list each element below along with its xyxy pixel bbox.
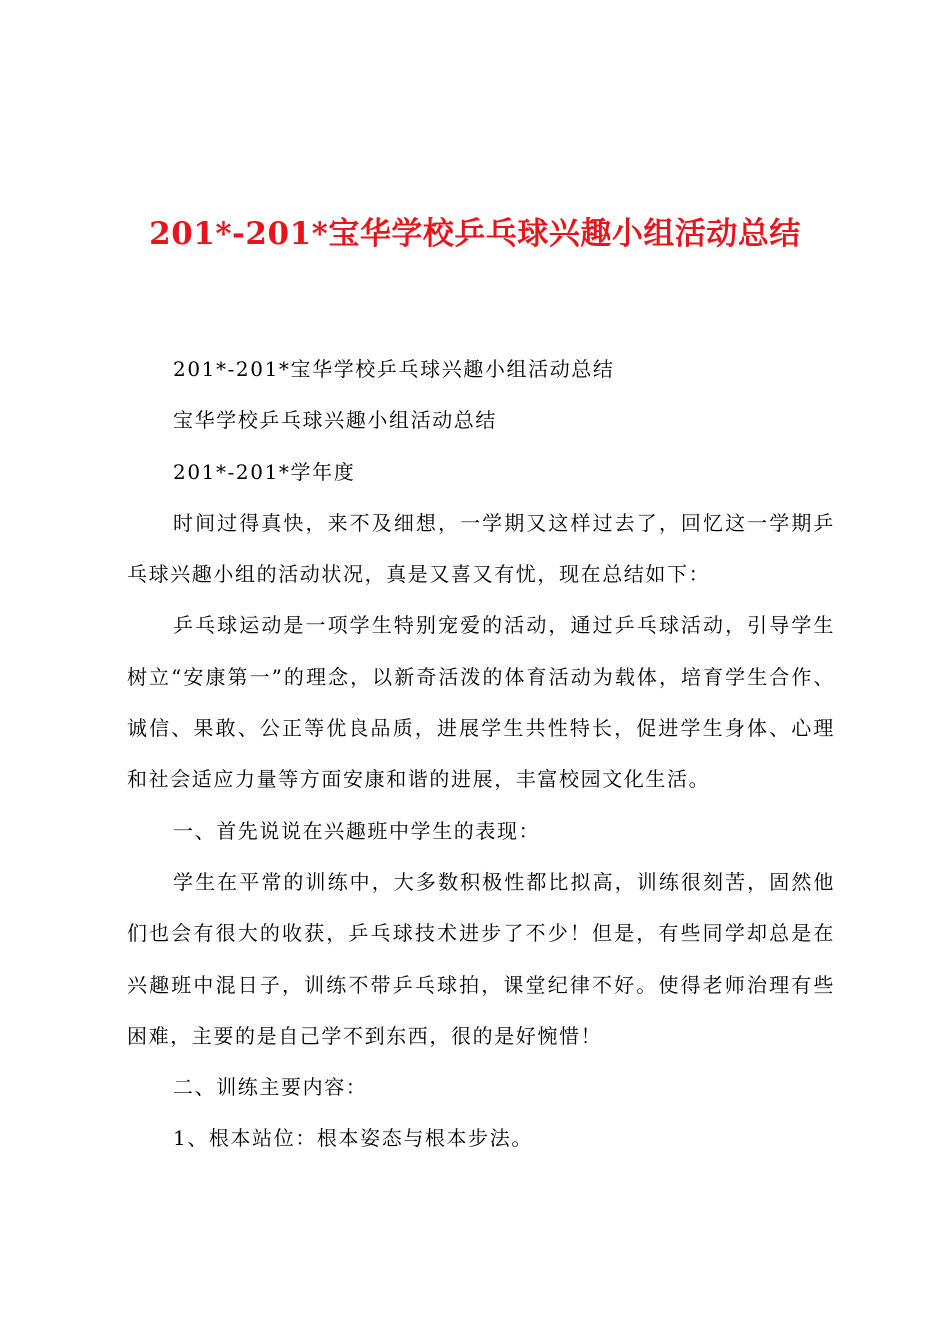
- paragraph-training-item-1: 1、根本站位：根本姿态与根本步法。: [173, 1126, 533, 1151]
- document-title: 201*-201*宝华学校乒乓球兴趣小组活动总结: [149, 216, 801, 252]
- paragraph-subtitle: 宝华学校乒乓球兴趣小组活动总结: [173, 408, 497, 433]
- paragraph-purpose: 乒乓球运动是一项学生特别宠爱的活动，通过乒乓球活动，引导学生树立“安康第一”的理念，以新奇活泼的体育活动为载体，培育学生合作、诚信、果敢、公正等优良品质，进展学生共性特长，促进学生身体、心理和社会适应力量等方面安康和谐的进展，丰富校园文化生活。: [127, 613, 835, 792]
- section-heading-performance: 一、首先说说在兴趣班中学生的表现：: [173, 818, 541, 843]
- paragraph-intro: 时间过得真快，来不及细想，一学期又这样过去了，回忆这一学期乒乓球兴趣小组的活动状况，真是又喜又有忧，现在总结如下：: [127, 510, 835, 587]
- paragraph-school-year: 201*-201*学年度: [173, 459, 356, 484]
- document-body: [127, 344, 835, 1165]
- paragraph-performance: 学生在平常的训练中，大多数积极性都比拟高，训练很刻苦，固然他们也会有很大的收获，乒乓球技术进步了不少！但是，有些同学却总是在兴趣班中混日子，训练不带乒乓球拍，课堂纪律不好。使得老师治理有些困难，主要的是自己学不到东西，很的是好惋惜！: [127, 869, 835, 1048]
- paragraph-heading-repeat: 201*-201*宝华学校乒乓球兴趣小组活动总结: [173, 357, 615, 381]
- section-heading-training: 二、训练主要内容：: [173, 1075, 368, 1100]
